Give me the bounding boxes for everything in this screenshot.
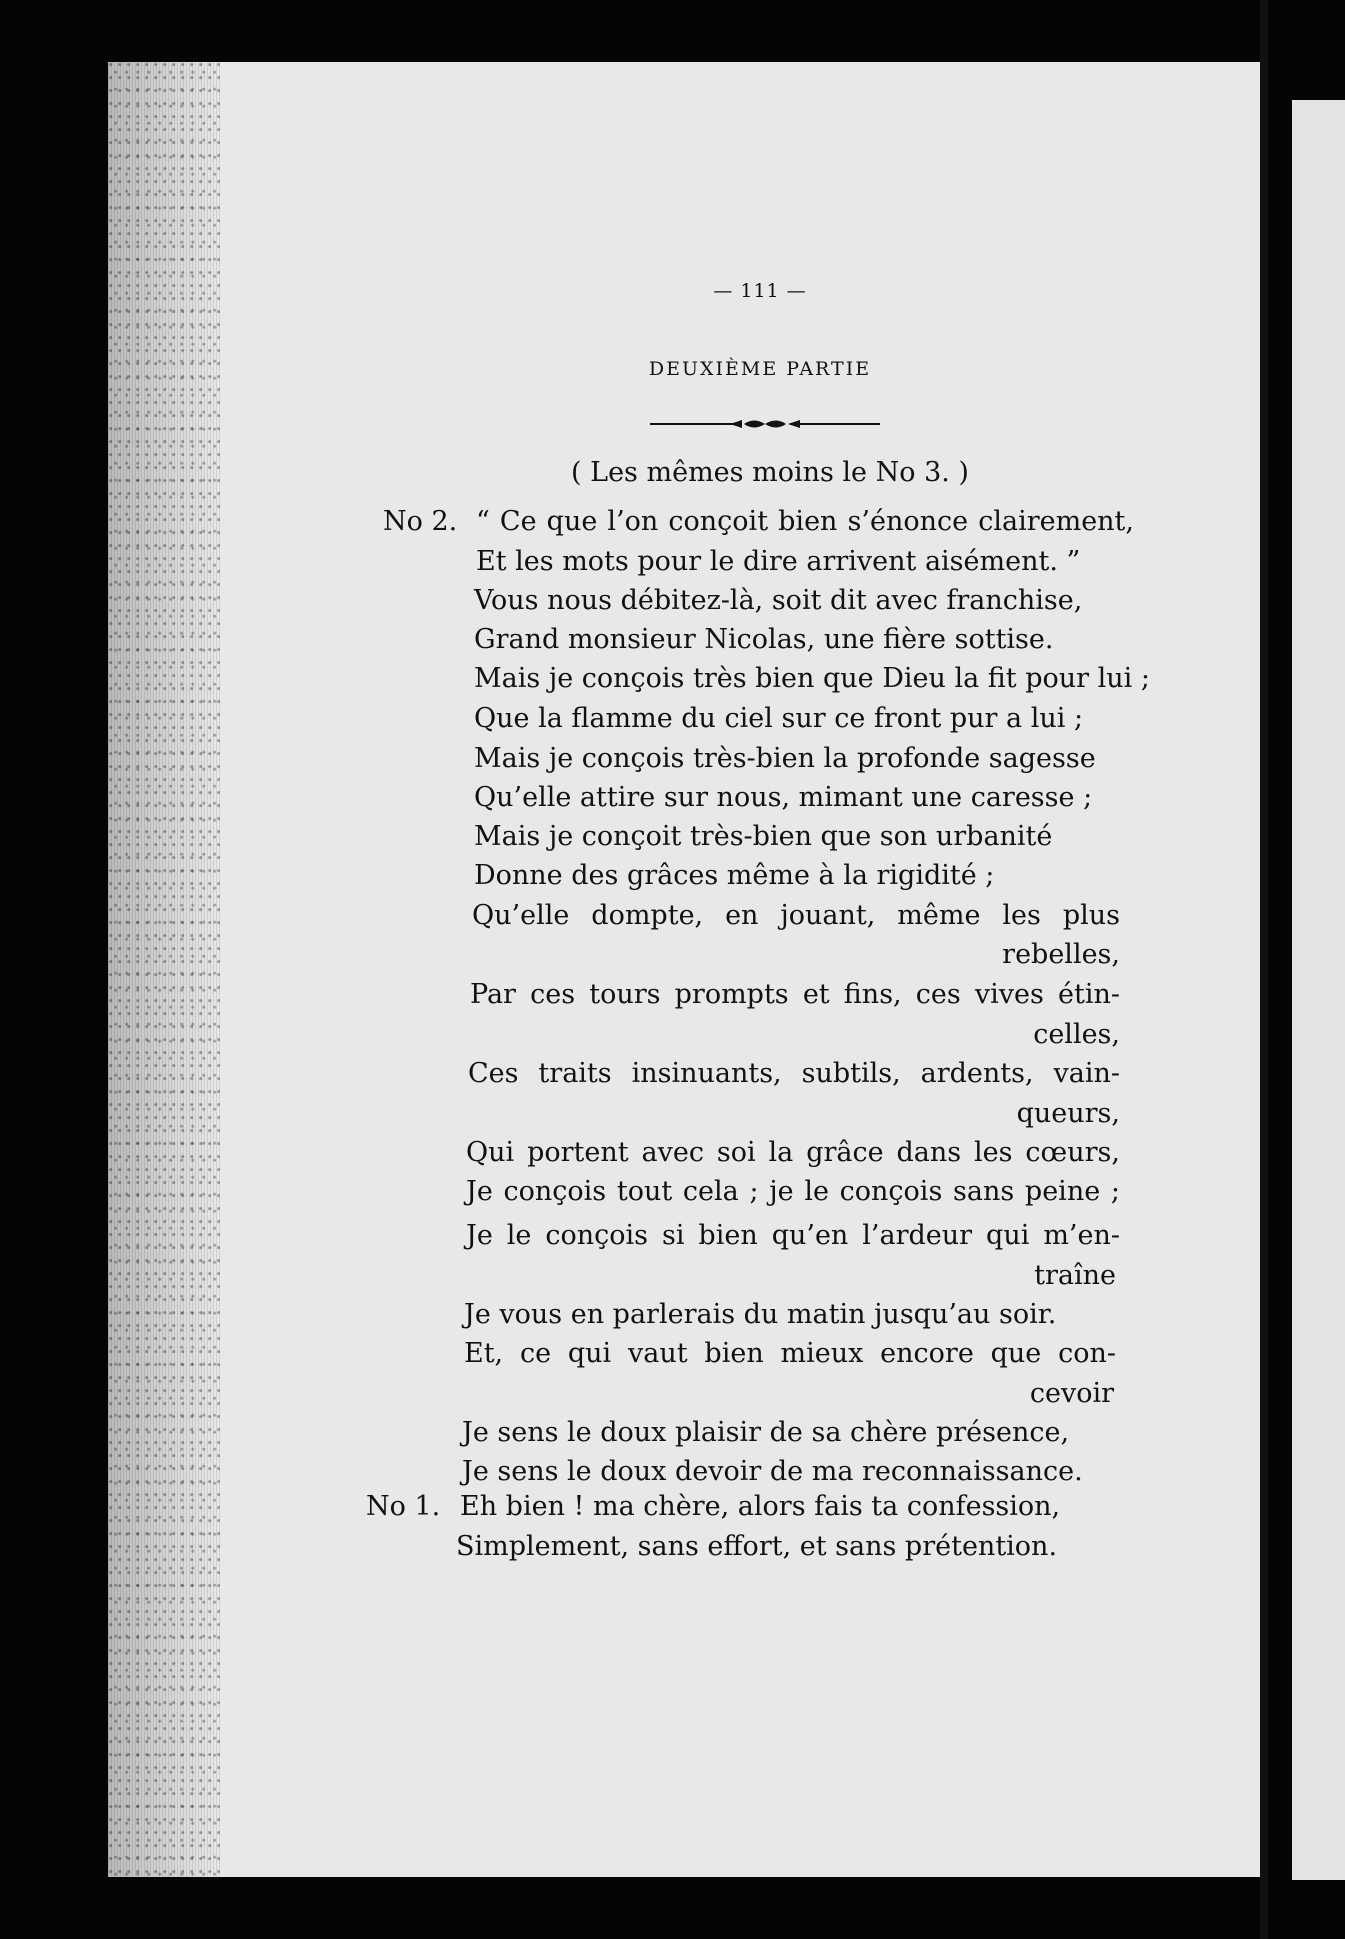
verse-line-continuation: traîne	[1034, 1260, 1116, 1291]
verse-line: Grand monsieur Nicolas, une fière sottise.	[474, 624, 1054, 655]
verse-line: Qu’elle attire sur nous, mimant une caresse ;	[474, 782, 1093, 813]
speaker-label: No 1.	[366, 1491, 441, 1522]
page-number: — 111 —	[713, 280, 807, 302]
verse-line: Mais je conçois très bien que Dieu la fit pour lui ;	[474, 663, 1150, 694]
verse-line: Vous nous débitez-là, soit dit avec franchise,	[474, 585, 1083, 616]
verse-line: Donne des grâces même à la rigidité ;	[474, 860, 995, 891]
verse-line: Et, ce qui vaut bien mieux encore que con-	[464, 1338, 1116, 1369]
verse-line: Qu’elle dompte, en jouant, même les plus	[472, 900, 1120, 931]
verse-line: Je conçois tout cela ; je le conçois sans peine ;	[466, 1176, 1120, 1207]
verse-line: Mais je conçois très-bien la profonde sagesse	[474, 743, 1096, 774]
verse-line: Et les mots pour le dire arrivent aisément. ”	[476, 546, 1081, 577]
verse-line: “ Ce que l’on conçoit bien s’énonce clairement,	[476, 506, 1134, 537]
verse-line: Je sens le doux devoir de ma reconnaissance.	[462, 1456, 1083, 1487]
verse-line: Eh bien ! ma chère, alors fais ta confession,	[460, 1491, 1061, 1522]
verse-line-continuation: celles,	[1033, 1019, 1120, 1050]
verse-line: Qui portent avec soi la grâce dans les cœurs,	[466, 1137, 1120, 1168]
speaker-label: No 2.	[383, 506, 458, 537]
fleuron-divider-icon	[650, 416, 880, 432]
verse-line: Je vous en parlerais du matin jusqu’au soir.	[464, 1299, 1057, 1330]
verse-line: Je le conçois si bien qu’en l’ardeur qui m’en-	[466, 1220, 1120, 1251]
stage-direction: ( Les mêmes moins le No 3. )	[571, 457, 969, 488]
verse-line-continuation: cevoir	[1029, 1378, 1114, 1409]
verse-line: Ces traits insinuants, subtils, ardents, vain-	[468, 1058, 1120, 1089]
verse-line-continuation: queurs,	[1016, 1098, 1120, 1129]
verse-line: Simplement, sans effort, et sans prétention.	[456, 1531, 1058, 1562]
section-title: DEUXIÈME PARTIE	[648, 358, 872, 380]
verse-line: Mais je conçoit très-bien que son urbanité	[474, 821, 1053, 852]
verse-line: Je sens le doux plaisir de sa chère présence,	[462, 1417, 1070, 1448]
verse-line-continuation: rebelles,	[1002, 939, 1120, 970]
verse-line: Que la flamme du ciel sur ce front pur a lui ;	[474, 703, 1084, 734]
verse-line: Par ces tours prompts et fins, ces vives étin-	[470, 979, 1120, 1010]
